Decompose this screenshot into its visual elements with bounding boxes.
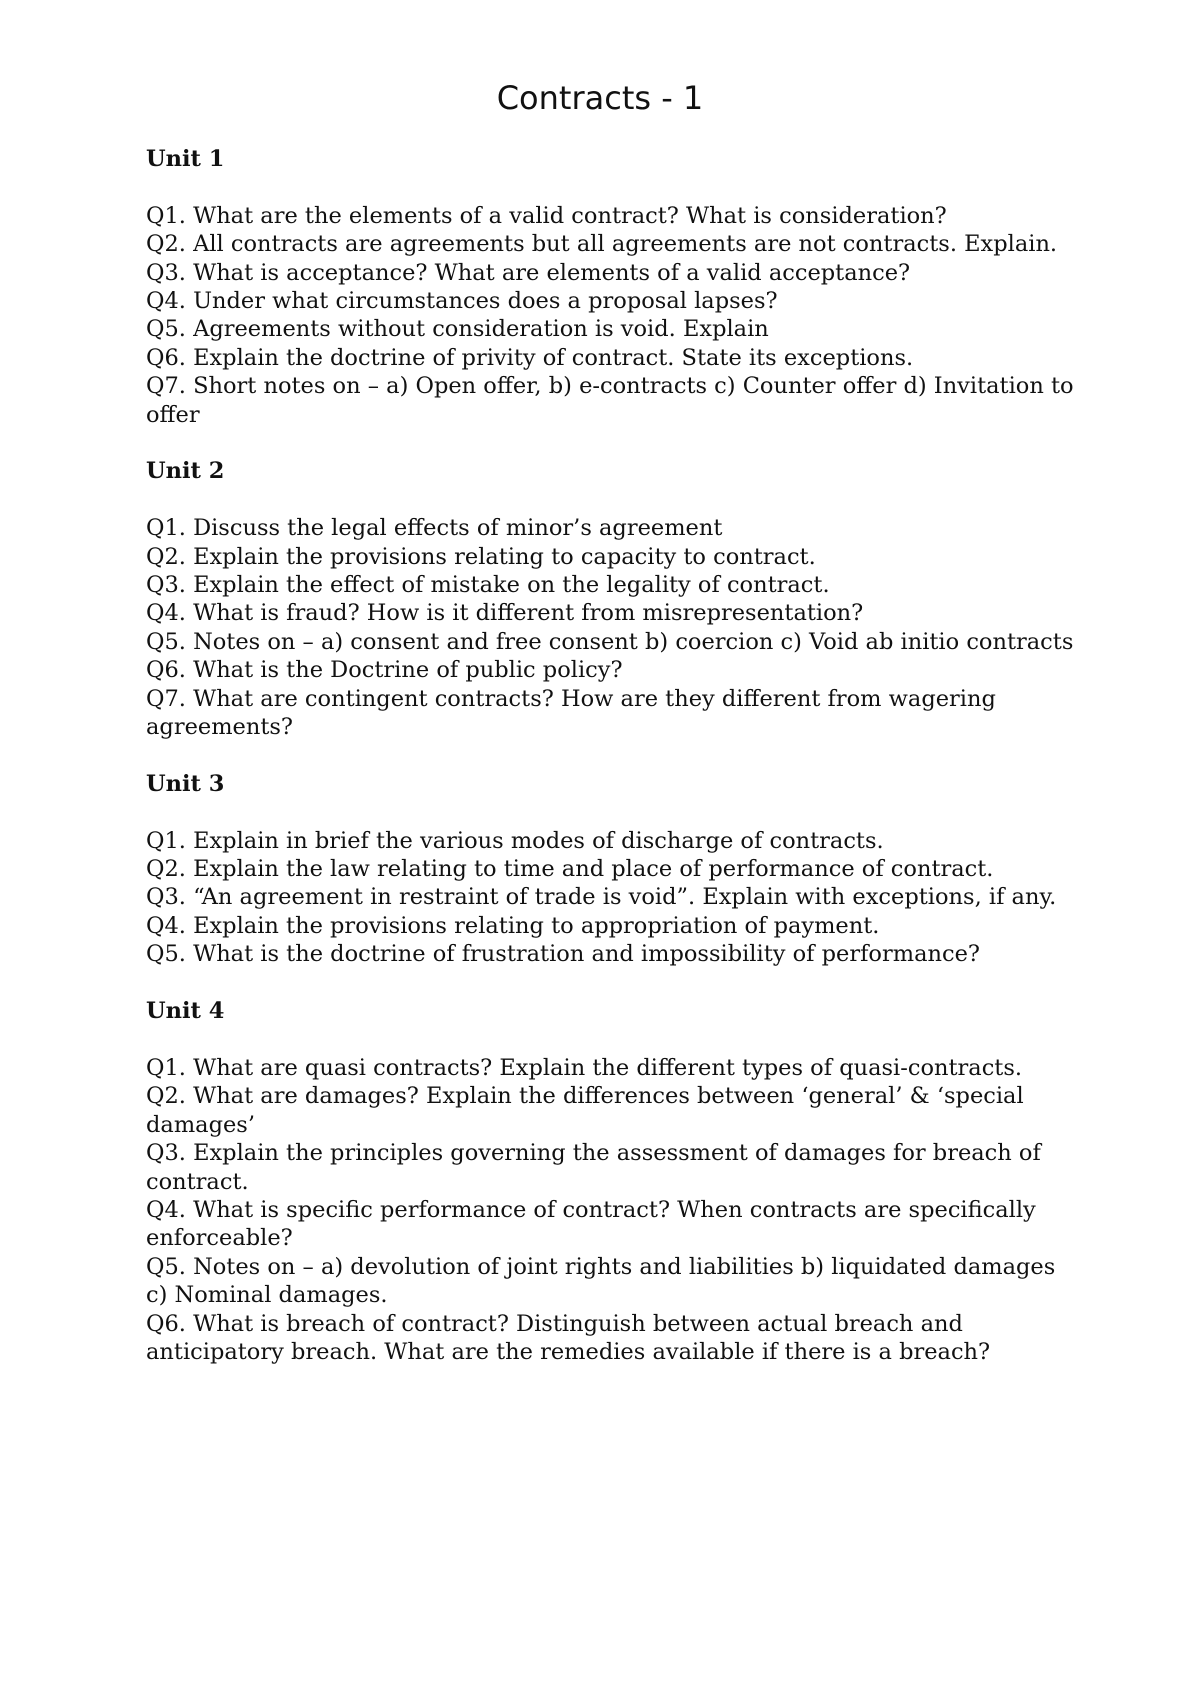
unit-heading: Unit 1 [146, 146, 225, 172]
question-item: Q2. Explain the law relating to time and place of performance of contract. [146, 856, 994, 883]
question-item: Q2. What are damages? Explain the differences between ‘general’ & ‘special damages’ [146, 1083, 1024, 1138]
question-item: Q3. Explain the effect of mistake on the legality of contract. [146, 572, 830, 599]
question-item: Q5. Notes on – a) consent and free consent b) coercion c) Void ab initio contracts [146, 628, 1074, 655]
unit-heading: Unit 2 [146, 458, 225, 485]
unit-2-section [146, 457, 1081, 741]
question-item: Q1. Explain in brief the various modes of discharge of contracts. [146, 827, 884, 854]
question-item: Q5. Notes on – a) devolution of joint rights and liabilities b) liquidated damages c) Nominal damages. [146, 1253, 1056, 1309]
document-title: Contracts - 1 [496, 79, 704, 117]
unit-4-section [146, 997, 1081, 1366]
question-item: Q6. What is breach of contract? Distinguish between actual breach and anticipatory breach. What are the remedies available if there is a breach? [146, 1310, 991, 1365]
question-item: Q5. What is the doctrine of frustration and impossibility of performance? [146, 941, 980, 968]
question-item: Q7. Short notes on – a) Open offer, b) e-contracts c) Counter offer d) Invitation to offer [146, 373, 1074, 428]
question-list [146, 827, 1081, 969]
question-list [146, 1054, 1081, 1366]
question-item: Q3. “An agreement in restraint of trade is void”. Explain with exceptions, if any. [146, 884, 1057, 911]
question-list [146, 202, 1081, 429]
question-item: Q4. What is fraud? How is it different from misrepresentation? [146, 600, 864, 627]
unit-heading: Unit 4 [146, 998, 225, 1025]
question-item: Q3. What is acceptance? What are elements of a valid acceptance? [146, 259, 911, 286]
question-item: Q4. What is specific performance of contract? When contracts are specifically enforceable? [146, 1196, 1036, 1252]
unit-1-section [146, 145, 1081, 429]
document-body [146, 145, 1081, 1395]
question-item: Q6. What is the Doctrine of public policy? [146, 657, 623, 684]
question-item: Q4. Under what circumstances does a proposal lapses? [146, 288, 778, 315]
question-item: Q2. All contracts are agreements but all agreements are not contracts. Explain. [146, 231, 1058, 258]
unit-3-section [146, 770, 1081, 969]
question-item: Q4. Explain the provisions relating to appropriation of payment. [146, 912, 880, 939]
question-item: Q5. Agreements without consideration is void. Explain [146, 316, 769, 343]
question-item: Q1. What are the elements of a valid contract? What is consideration? [146, 202, 947, 229]
question-item: Q1. What are quasi contracts? Explain the different types of quasi-contracts. [146, 1054, 1023, 1081]
question-list [146, 514, 1081, 741]
question-item: Q6. Explain the doctrine of privity of contract. State its exceptions. [146, 344, 914, 371]
question-item: Q3. Explain the principles governing the assessment of damages for breach of contract. [146, 1140, 1041, 1195]
question-item: Q2. Explain the provisions relating to capacity to contract. [146, 543, 816, 570]
question-item: Q1. Discuss the legal effects of minor’s agreement [146, 515, 723, 542]
question-item: Q7. What are contingent contracts? How are they different from wagering agreements? [146, 685, 996, 741]
unit-heading: Unit 3 [146, 770, 225, 797]
